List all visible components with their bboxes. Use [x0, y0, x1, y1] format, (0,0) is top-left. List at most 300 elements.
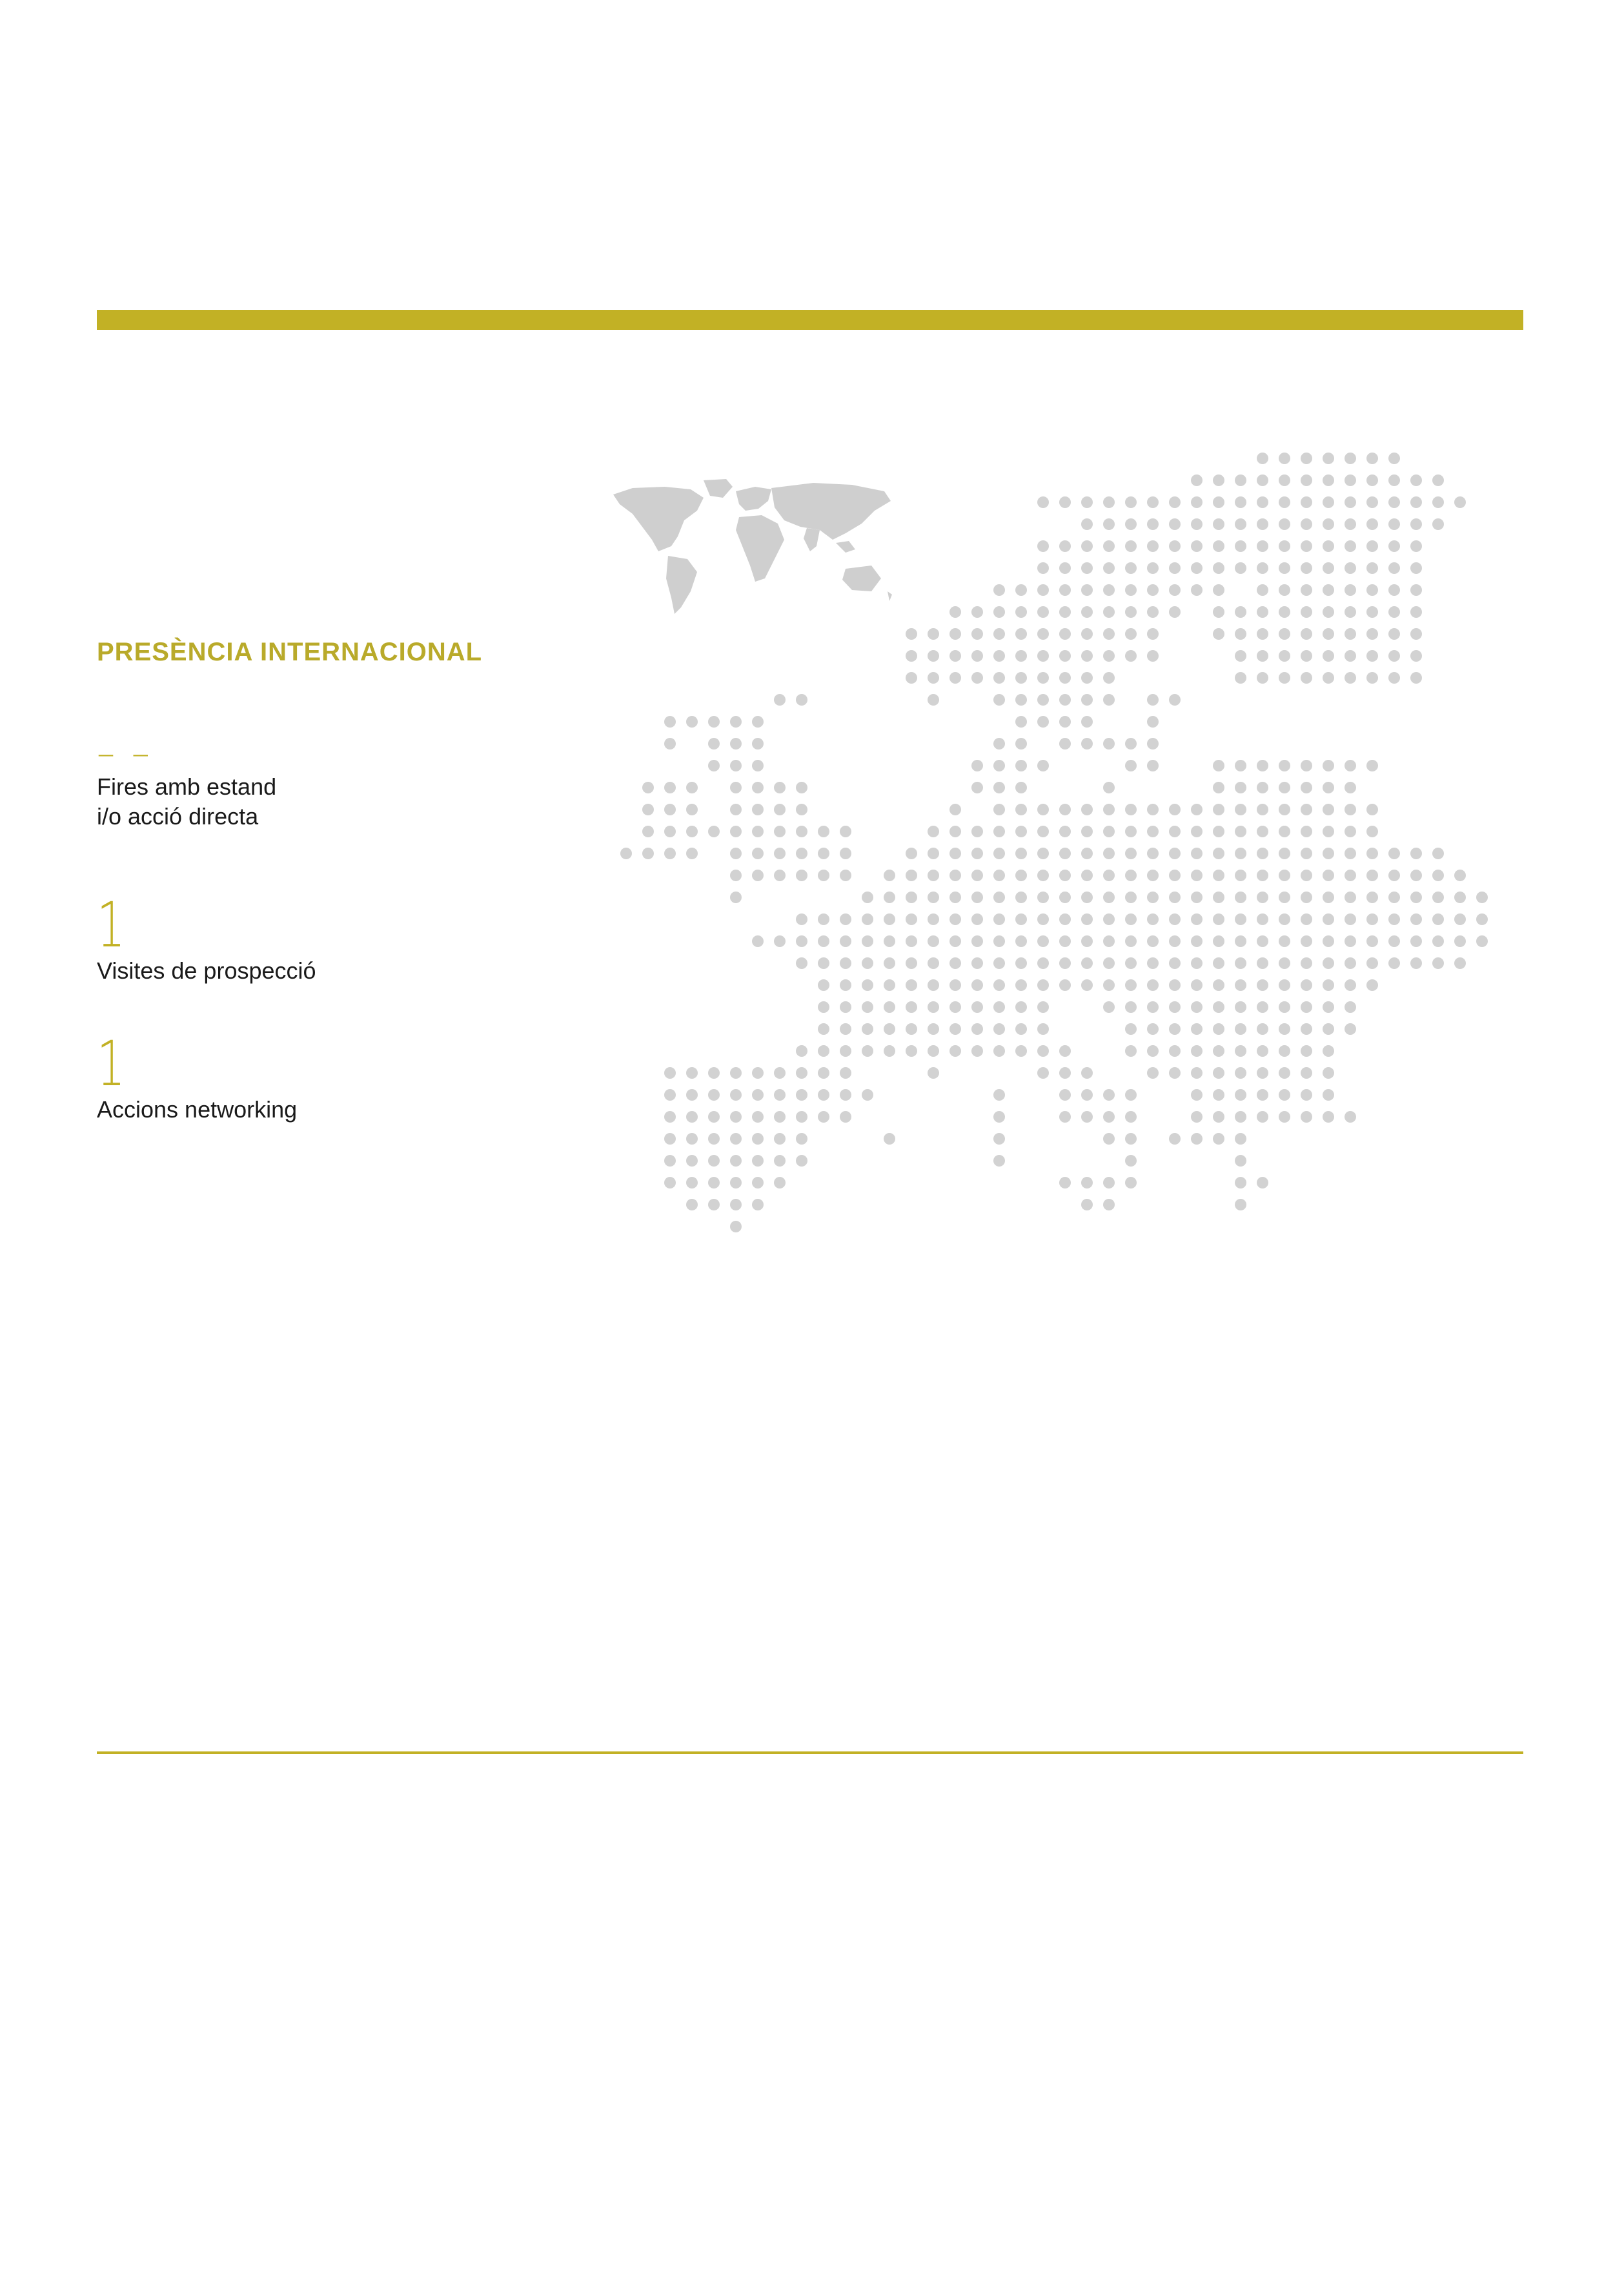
map-dot [1213, 804, 1224, 815]
map-dot [1323, 474, 1334, 486]
map-dot [1081, 694, 1093, 706]
map-dot [1388, 848, 1400, 859]
map-dot [1015, 826, 1027, 837]
map-dot [1191, 584, 1203, 596]
map-dot [1037, 672, 1049, 684]
map-dot [752, 826, 764, 837]
map-dot [1257, 826, 1268, 837]
header-accent-bar [97, 310, 1523, 330]
map-dot [1103, 606, 1115, 618]
map-dot [1301, 540, 1312, 552]
map-dot [686, 782, 698, 793]
map-dot [993, 804, 1005, 815]
map-dot [1191, 496, 1203, 508]
map-dot [796, 1133, 807, 1145]
map-dot [1279, 453, 1290, 464]
map-dot [1257, 1177, 1268, 1188]
map-dot [1388, 584, 1400, 596]
map-dot [1213, 518, 1224, 530]
map-dot [1037, 957, 1049, 969]
map-dot [1125, 979, 1137, 991]
map-dot [1345, 672, 1356, 684]
map-dot [1345, 826, 1356, 837]
map-dot [949, 870, 961, 881]
map-dot [971, 935, 983, 947]
map-dot [1213, 935, 1224, 947]
map-dot [928, 628, 939, 640]
map-dot [993, 1023, 1005, 1035]
map-dot [1323, 913, 1334, 925]
map-dot [971, 870, 983, 881]
map-dot [1454, 957, 1466, 969]
map-dot [862, 957, 873, 969]
map-dot [1015, 935, 1027, 947]
map-dot [1366, 474, 1378, 486]
map-dot [1366, 913, 1378, 925]
map-dot [949, 979, 961, 991]
map-dot [1213, 848, 1224, 859]
map-dot [1410, 957, 1422, 969]
map-dot [971, 650, 983, 662]
map-dot [1125, 562, 1137, 574]
map-dot [1366, 453, 1378, 464]
map-dot [1235, 1089, 1246, 1101]
map-dot [1432, 913, 1444, 925]
map-dot [840, 848, 851, 859]
map-dot [1191, 892, 1203, 903]
map-dot [906, 1001, 917, 1013]
map-dot [862, 1045, 873, 1057]
map-dot [993, 1045, 1005, 1057]
map-dot [993, 1155, 1005, 1167]
map-dot [1345, 979, 1356, 991]
map-dot [1191, 870, 1203, 881]
map-dot [1147, 694, 1159, 706]
map-dot [1147, 518, 1159, 530]
map-dot [1476, 892, 1488, 903]
map-dot [1213, 540, 1224, 552]
map-dot [796, 848, 807, 859]
map-dot [818, 913, 829, 925]
map-dot [818, 1067, 829, 1079]
map-dot [1301, 584, 1312, 596]
map-dot [730, 804, 742, 815]
map-dot [1279, 540, 1290, 552]
map-dot [642, 782, 654, 793]
map-dot [1213, 1111, 1224, 1123]
map-dot [1059, 892, 1071, 903]
map-dot [1059, 913, 1071, 925]
map-dot [1125, 804, 1137, 815]
map-dot [1213, 562, 1224, 574]
map-dot [1257, 606, 1268, 618]
map-dot [1213, 496, 1224, 508]
map-dot [1410, 496, 1422, 508]
map-dot [1279, 892, 1290, 903]
map-dot [1345, 1023, 1356, 1035]
map-dot [1125, 518, 1137, 530]
map-dot [1345, 474, 1356, 486]
map-dot [818, 826, 829, 837]
map-dot [686, 1133, 698, 1145]
map-dot [818, 935, 829, 947]
map-dot [642, 804, 654, 815]
map-dot [1279, 562, 1290, 574]
map-dot [993, 935, 1005, 947]
map-dot [884, 1023, 895, 1035]
map-dot [928, 892, 939, 903]
map-dot [1301, 935, 1312, 947]
map-dot [1081, 716, 1093, 728]
map-dot [1037, 716, 1049, 728]
map-dot [1345, 518, 1356, 530]
map-dot [1191, 826, 1203, 837]
map-dot [949, 892, 961, 903]
map-dot [1235, 892, 1246, 903]
map-dot [1191, 979, 1203, 991]
map-dot [1235, 782, 1246, 793]
map-dot [1366, 760, 1378, 771]
europe-dot-map [607, 445, 1510, 1246]
map-dot [993, 782, 1005, 793]
map-dot [1213, 584, 1224, 596]
map-dot [1125, 1001, 1137, 1013]
map-dot [949, 935, 961, 947]
map-dot [1279, 1001, 1290, 1013]
map-dot [1015, 1045, 1027, 1057]
map-dot [1301, 957, 1312, 969]
map-dot [818, 957, 829, 969]
map-dot [1169, 540, 1181, 552]
map-dot [1213, 870, 1224, 881]
map-dot [928, 1045, 939, 1057]
map-dot [1279, 848, 1290, 859]
map-dot [1125, 848, 1137, 859]
map-dot [1147, 584, 1159, 596]
map-dot [1235, 606, 1246, 618]
map-dot [1323, 606, 1334, 618]
map-dot [1081, 1199, 1093, 1210]
map-dot [1037, 496, 1049, 508]
map-dot [1059, 1045, 1071, 1057]
map-dot [1191, 848, 1203, 859]
map-dot [1081, 892, 1093, 903]
map-dot [1301, 606, 1312, 618]
map-dot [1257, 979, 1268, 991]
map-dot [730, 738, 742, 750]
map-dot [1125, 1045, 1137, 1057]
map-dot [1235, 1067, 1246, 1079]
map-dot [818, 1089, 829, 1101]
map-dot [1279, 672, 1290, 684]
footer-rule [97, 1751, 1523, 1754]
map-dot [971, 892, 983, 903]
map-dot [730, 1089, 742, 1101]
map-dot [1103, 1089, 1115, 1101]
map-dot [1366, 518, 1378, 530]
map-dot [1169, 496, 1181, 508]
map-dot [1125, 957, 1137, 969]
map-dot [708, 1111, 720, 1123]
map-dot [752, 760, 764, 771]
map-dot [1235, 518, 1246, 530]
map-dot [1257, 474, 1268, 486]
map-dot [796, 1067, 807, 1079]
map-dot [1103, 979, 1115, 991]
map-dot [1059, 1089, 1071, 1101]
map-dot [1235, 1177, 1246, 1188]
map-dot [708, 1177, 720, 1188]
map-dot [1169, 870, 1181, 881]
map-dot [1213, 913, 1224, 925]
map-dot [1345, 1111, 1356, 1123]
map-dot [1345, 782, 1356, 793]
map-dot [884, 1133, 895, 1145]
map-dot [971, 672, 983, 684]
map-dot [928, 672, 939, 684]
map-dot [1125, 1089, 1137, 1101]
map-dot [993, 1111, 1005, 1123]
map-dot [1103, 957, 1115, 969]
map-dot [1323, 584, 1334, 596]
map-dot [971, 826, 983, 837]
map-dot [818, 870, 829, 881]
map-dot [840, 870, 851, 881]
map-dot [1235, 540, 1246, 552]
map-dot [730, 826, 742, 837]
map-dot [928, 1067, 939, 1079]
map-dot [884, 1001, 895, 1013]
map-dot [1037, 979, 1049, 991]
map-dot [993, 760, 1005, 771]
map-dot [1366, 606, 1378, 618]
map-dot [730, 1155, 742, 1167]
map-dot [906, 892, 917, 903]
map-dot [928, 650, 939, 662]
map-dot [1323, 826, 1334, 837]
map-dot [1081, 628, 1093, 640]
map-dot [1301, 1023, 1312, 1035]
map-dot [1345, 913, 1356, 925]
map-dot [664, 848, 676, 859]
map-dot [1388, 496, 1400, 508]
map-dot [906, 672, 917, 684]
map-dot [1235, 935, 1246, 947]
map-dot [752, 848, 764, 859]
map-dot [1037, 606, 1049, 618]
map-dot [1059, 957, 1071, 969]
map-dot [1301, 650, 1312, 662]
map-dot [752, 1089, 764, 1101]
map-dot [1257, 628, 1268, 640]
map-dot [1279, 1067, 1290, 1079]
map-dot [1103, 892, 1115, 903]
map-dot [1301, 496, 1312, 508]
map-dot [862, 913, 873, 925]
map-dot [1213, 892, 1224, 903]
map-dot [1037, 1067, 1049, 1079]
map-dot [906, 913, 917, 925]
map-dot [818, 1111, 829, 1123]
map-dot [1345, 540, 1356, 552]
map-dot [1410, 650, 1422, 662]
map-dot [1213, 606, 1224, 618]
map-dot [1191, 804, 1203, 815]
map-dot [1125, 1177, 1137, 1188]
map-dot [1081, 540, 1093, 552]
map-dot [752, 870, 764, 881]
map-dot [1235, 848, 1246, 859]
map-dot [1213, 979, 1224, 991]
map-dot [774, 935, 786, 947]
map-dot [1169, 562, 1181, 574]
map-dot [1410, 584, 1422, 596]
map-dot [1454, 496, 1466, 508]
map-dot [1147, 913, 1159, 925]
map-dot [862, 1001, 873, 1013]
map-dot [1147, 1023, 1159, 1035]
map-dot [1345, 650, 1356, 662]
map-dot [949, 826, 961, 837]
map-dot [1279, 870, 1290, 881]
map-dot [1081, 562, 1093, 574]
map-dot [1301, 782, 1312, 793]
map-dot [1191, 957, 1203, 969]
map-dot [818, 848, 829, 859]
map-dot [840, 826, 851, 837]
map-dot [993, 628, 1005, 640]
map-dot [1169, 935, 1181, 947]
map-dot [1103, 1001, 1115, 1013]
map-dot [1235, 913, 1246, 925]
map-dot [1388, 518, 1400, 530]
map-dot [1432, 474, 1444, 486]
map-dot [1059, 804, 1071, 815]
map-dot [664, 1177, 676, 1188]
map-dot [752, 1111, 764, 1123]
map-dot [1213, 474, 1224, 486]
map-dot [1037, 562, 1049, 574]
map-dot [1345, 628, 1356, 640]
map-dot [1257, 650, 1268, 662]
map-dot [774, 1089, 786, 1101]
map-dot [1366, 870, 1378, 881]
map-dot [1388, 562, 1400, 574]
map-dot [1015, 1001, 1027, 1013]
map-dot [730, 892, 742, 903]
map-dot [993, 826, 1005, 837]
map-dot [686, 1199, 698, 1210]
map-dot [1366, 935, 1378, 947]
map-dot [1235, 1111, 1246, 1123]
map-dot [1301, 979, 1312, 991]
map-dot [1323, 518, 1334, 530]
map-dot [1323, 672, 1334, 684]
map-dot [1015, 913, 1027, 925]
map-dot [796, 1045, 807, 1057]
map-dot [840, 913, 851, 925]
stat-networking [97, 1028, 298, 1125]
map-dot [1015, 848, 1027, 859]
map-dot [1103, 935, 1115, 947]
map-dot [752, 1177, 764, 1188]
map-dot [1323, 804, 1334, 815]
map-dot [796, 1155, 807, 1167]
map-dot [1279, 804, 1290, 815]
map-dot [1345, 606, 1356, 618]
map-dot [796, 1111, 807, 1123]
map-dot [1257, 584, 1268, 596]
map-dot [1257, 453, 1268, 464]
map-dot [1037, 584, 1049, 596]
map-dot [1301, 518, 1312, 530]
map-dot [796, 870, 807, 881]
map-dot [1147, 826, 1159, 837]
map-dot [1257, 540, 1268, 552]
map-dot [1323, 979, 1334, 991]
map-dot [1345, 935, 1356, 947]
map-dot [1147, 650, 1159, 662]
map-dot [1388, 870, 1400, 881]
map-dot [1301, 562, 1312, 574]
map-dot [730, 848, 742, 859]
map-dot [1345, 584, 1356, 596]
map-dot [664, 1067, 676, 1079]
map-dot [1301, 892, 1312, 903]
map-dot [1323, 628, 1334, 640]
map-dot [840, 1045, 851, 1057]
map-dot [928, 979, 939, 991]
map-dot [1059, 935, 1071, 947]
map-dot [971, 628, 983, 640]
map-dot [1147, 496, 1159, 508]
map-dot [1366, 848, 1378, 859]
map-dot [1279, 826, 1290, 837]
map-dot [1301, 1045, 1312, 1057]
map-dot [1257, 1067, 1268, 1079]
map-dot [1301, 453, 1312, 464]
map-dot [730, 782, 742, 793]
map-dot [1015, 957, 1027, 969]
map-dot [949, 1023, 961, 1035]
map-dot [818, 1045, 829, 1057]
map-dot [1169, 606, 1181, 618]
stat-value: 1 [97, 889, 125, 961]
map-dot [1037, 628, 1049, 640]
map-dot [1125, 892, 1137, 903]
map-dot [1103, 738, 1115, 750]
map-dot [993, 870, 1005, 881]
map-dot [1081, 650, 1093, 662]
map-dot [1301, 474, 1312, 486]
map-dot [906, 848, 917, 859]
map-dot [796, 782, 807, 793]
map-dot [1454, 935, 1466, 947]
map-dot [1301, 870, 1312, 881]
map-dot [796, 804, 807, 815]
map-dot [1279, 935, 1290, 947]
map-dot [971, 760, 983, 771]
map-dot [1081, 826, 1093, 837]
map-dot [1257, 804, 1268, 815]
map-dot [1388, 892, 1400, 903]
map-dot [1301, 826, 1312, 837]
map-dot [1081, 606, 1093, 618]
map-dot [1432, 957, 1444, 969]
map-dot [1257, 518, 1268, 530]
map-dot [1059, 848, 1071, 859]
map-dot [1191, 1001, 1203, 1013]
